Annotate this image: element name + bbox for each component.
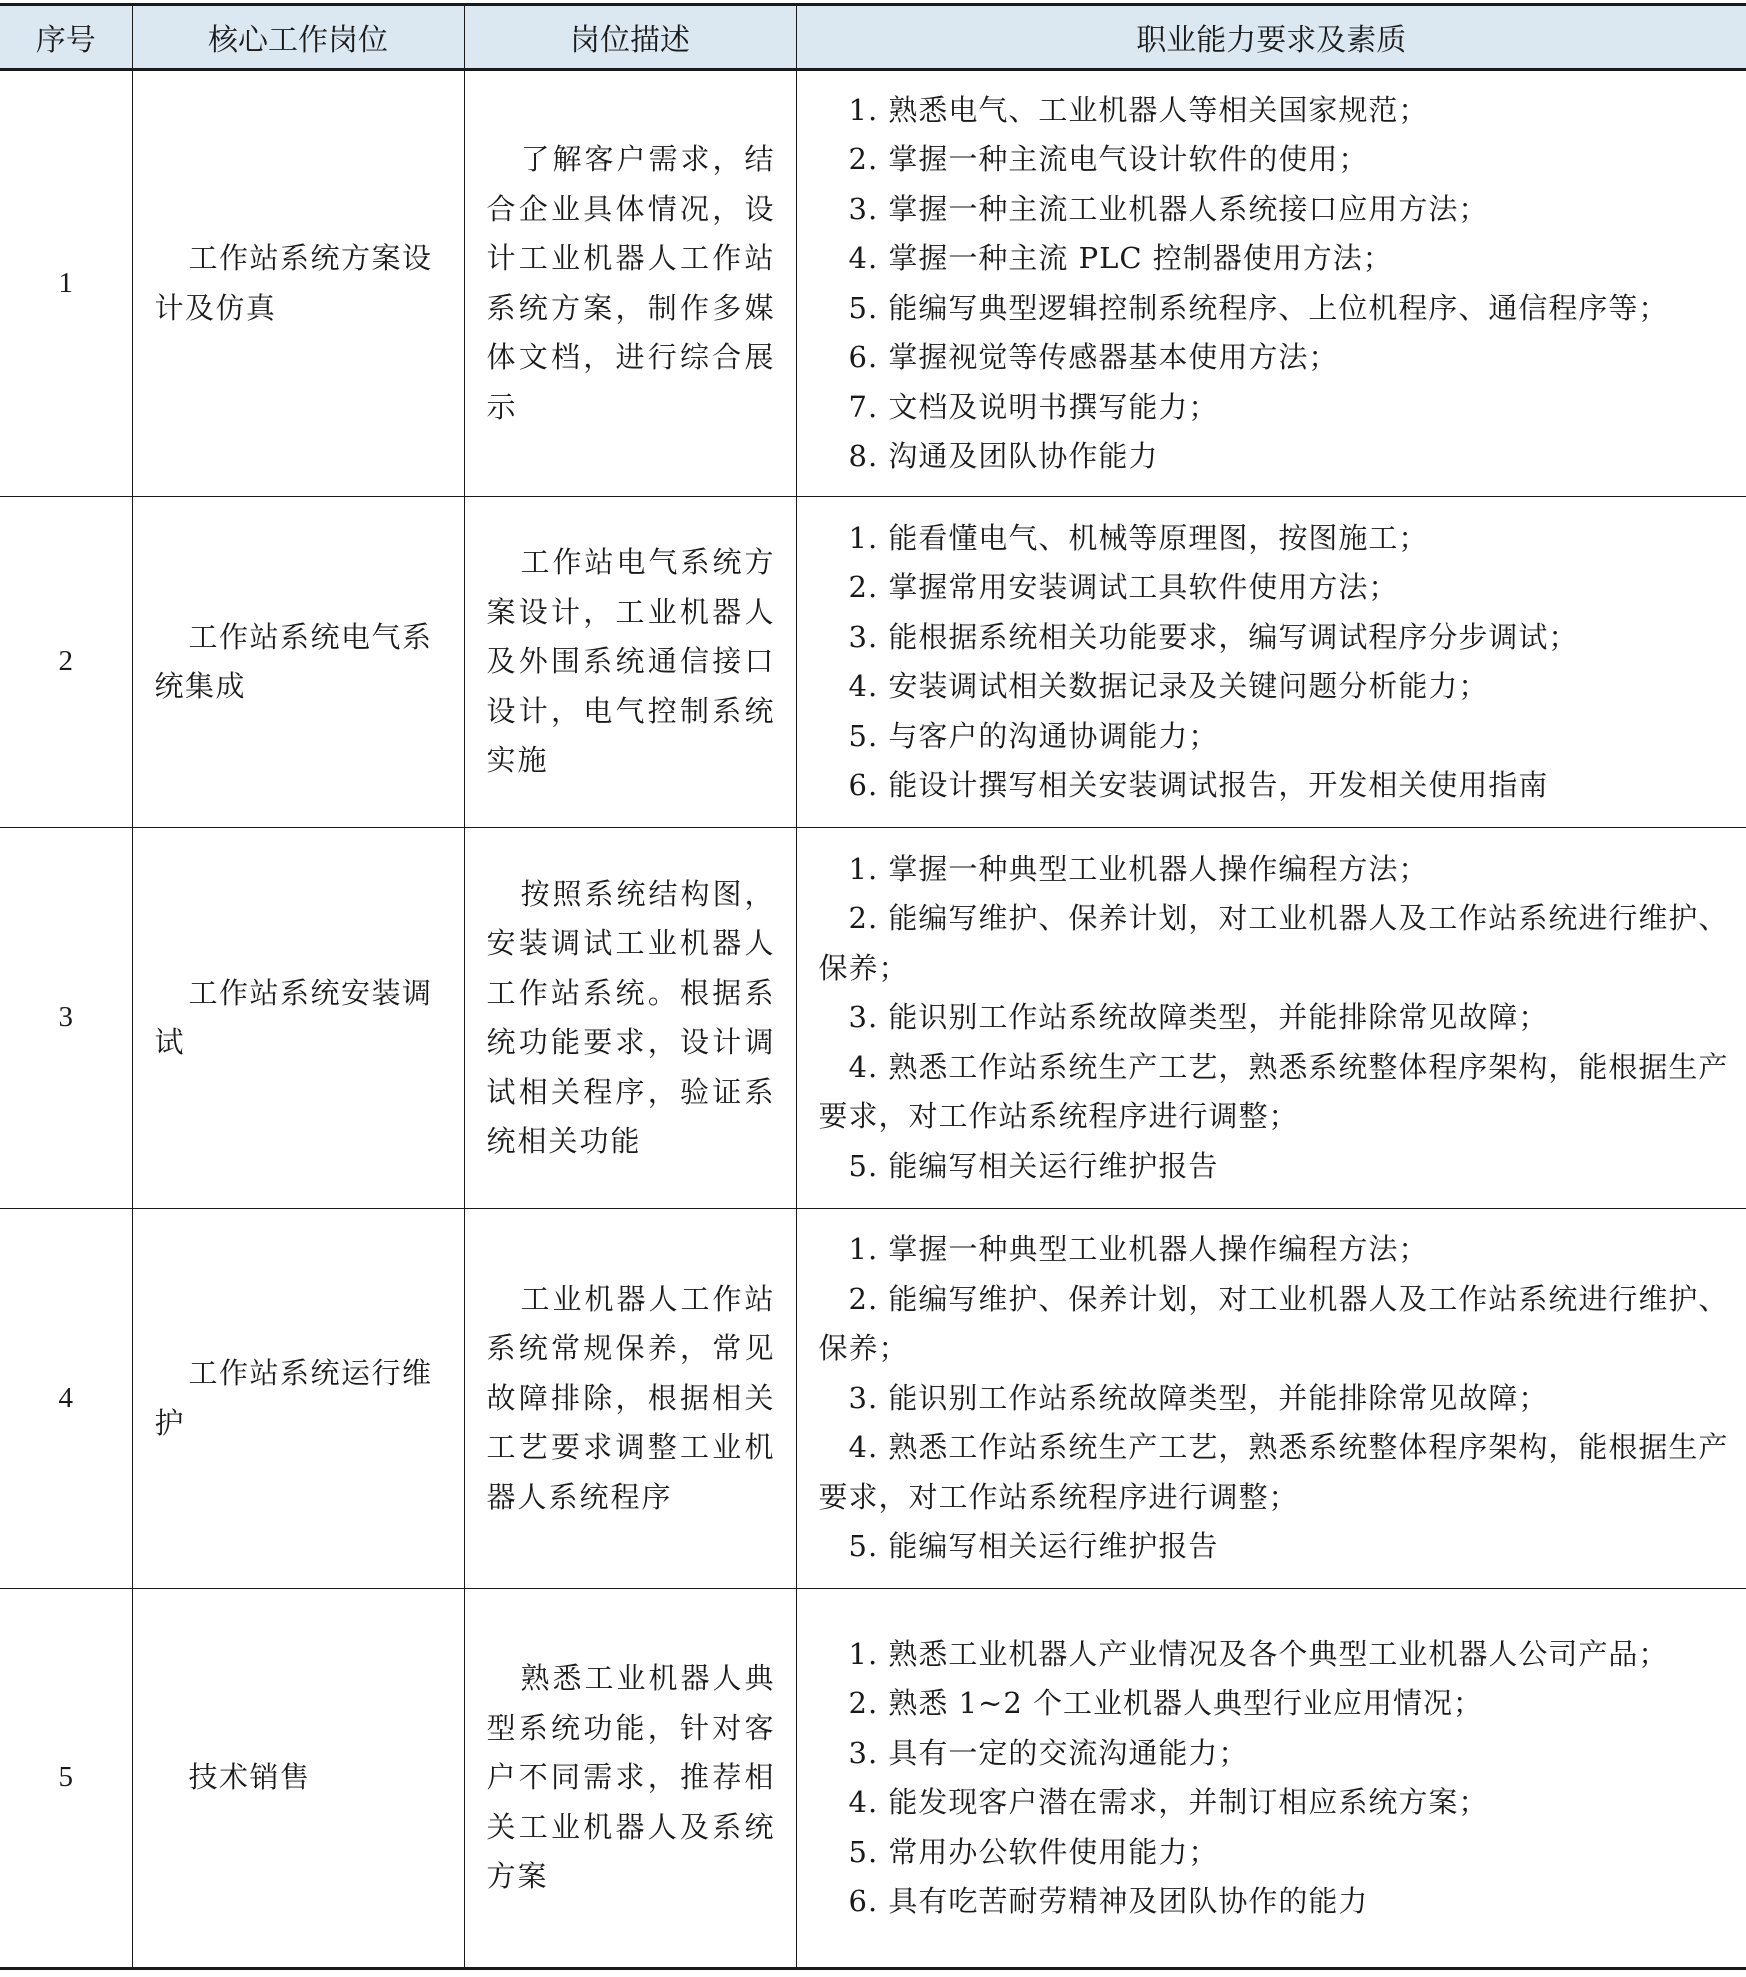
- req-item: 5. 能编写相关运行维护报告: [848, 1148, 1219, 1183]
- req-item: 3. 能识别工作站系统故障类型，并能排除常见故障；: [848, 1380, 1549, 1415]
- req-item: 6. 具有吃苦耐劳精神及团队协作的能力: [848, 1884, 1369, 1918]
- header-desc: 岗位描述: [464, 5, 796, 70]
- table-row: [0, 1589, 1746, 1969]
- req-item: 4. 熟悉工作站系统生产工艺，熟悉系统整体程序架构，能根据生产要求，对工作站系统程序进行调整；: [818, 1049, 1729, 1134]
- desc-cell: 按照系统结构图，安装调试工业机器人工作站系统。根据系统功能要求，设计调试相关程序，验证系统相关功能: [464, 828, 796, 1209]
- req-item: 2. 能编写维护、保养计划，对工业机器人及工作站系统进行维护、保养；: [818, 1281, 1729, 1366]
- req-item: 3. 具有一定的交流沟通能力；: [848, 1735, 1249, 1770]
- req-item: 3. 能识别工作站系统故障类型，并能排除常见故障；: [848, 1000, 1549, 1035]
- desc-cell: 了解客户需求，结合企业具体情况，设计工业机器人工作站系统方案，制作多媒体文档，进行综合展示: [464, 70, 796, 497]
- header-req: 职业能力要求及素质: [796, 5, 1746, 70]
- req-item: 6. 掌握视觉等传感器基本使用方法；: [848, 340, 1339, 374]
- desc-cell: 工作站电气系统方案设计，工业机器人及外围系统通信接口设计，电气控制系统实施: [464, 497, 796, 828]
- req-item: 5. 能编写典型逻辑控制系统程序、上位机程序、通信程序等；: [848, 290, 1669, 325]
- req-cell: [796, 1589, 1746, 1969]
- post-cell: 工作站系统方案设计及仿真: [132, 70, 464, 497]
- table-row: [0, 70, 1746, 497]
- req-cell: [796, 70, 1746, 497]
- req-item: 4. 安装调试相关数据记录及关键问题分析能力；: [848, 669, 1489, 703]
- post-cell: 工作站系统运行维护: [132, 1209, 464, 1589]
- seq-cell: 5: [0, 1589, 132, 1969]
- req-cell: [796, 497, 1746, 828]
- header-seq: 序号: [0, 5, 132, 70]
- table-row: [0, 497, 1746, 828]
- req-item: 4. 掌握一种主流 PLC 控制器使用方法；: [848, 241, 1393, 275]
- table-row: [0, 828, 1746, 1209]
- desc-cell: 工业机器人工作站系统常规保养，常见故障排除，根据相关工艺要求调整工业机器人系统程序: [464, 1209, 796, 1589]
- req-item: 1. 熟悉电气、工业机器人等相关国家规范；: [848, 92, 1429, 127]
- req-cell: [796, 1209, 1746, 1589]
- req-item: 1. 能看懂电气、机械等原理图，按图施工；: [848, 520, 1429, 555]
- post-cell: 技术销售: [132, 1589, 464, 1969]
- req-item: 5. 能编写相关运行维护报告: [848, 1529, 1219, 1564]
- req-item: 3. 掌握一种主流工业机器人系统接口应用方法；: [848, 191, 1489, 226]
- seq-cell: 2: [0, 497, 132, 828]
- req-item: 7. 文档及说明书撰写能力；: [848, 389, 1219, 424]
- req-item: 4. 熟悉工作站系统生产工艺，熟悉系统整体程序架构，能根据生产要求，对工作站系统程序进行调整；: [818, 1430, 1729, 1514]
- req-item: 1. 掌握一种典型工业机器人操作编程方法；: [848, 1232, 1429, 1267]
- post-cell: 工作站系统安装调试: [132, 828, 464, 1209]
- seq-cell: 4: [0, 1209, 132, 1589]
- job-requirements-table: [0, 3, 1746, 1970]
- req-item: 2. 熟悉 1~2 个工业机器人典型行业应用情况；: [848, 1686, 1484, 1720]
- req-item: 1. 熟悉工业机器人产业情况及各个典型工业机器人公司产品；: [848, 1636, 1669, 1671]
- req-item: 5. 与客户的沟通协调能力；: [848, 718, 1219, 753]
- req-item: 2. 掌握一种主流电气设计软件的使用；: [848, 142, 1369, 176]
- req-item: 6. 能设计撰写相关安装调试报告，开发相关使用指南: [848, 768, 1549, 802]
- req-item: 2. 能编写维护、保养计划，对工业机器人及工作站系统进行维护、保养；: [818, 901, 1729, 985]
- seq-cell: 3: [0, 828, 132, 1209]
- req-item: 8. 沟通及团队协作能力: [848, 439, 1159, 473]
- post-cell: 工作站系统电气系统集成: [132, 497, 464, 828]
- table-header-row: [0, 5, 1746, 70]
- header-post: 核心工作岗位: [132, 5, 464, 70]
- req-item: 2. 掌握常用安装调试工具软件使用方法；: [848, 570, 1399, 604]
- req-item: 3. 能根据系统相关功能要求，编写调试程序分步调试；: [848, 619, 1579, 654]
- req-item: 5. 常用办公软件使用能力；: [848, 1834, 1219, 1869]
- seq-cell: 1: [0, 70, 132, 497]
- desc-cell: 熟悉工业机器人典型系统功能，针对客户不同需求，推荐相关工业机器人及系统方案: [464, 1589, 796, 1969]
- table-row: [0, 1209, 1746, 1589]
- req-cell: [796, 828, 1746, 1209]
- req-item: 4. 能发现客户潜在需求，并制订相应系统方案；: [848, 1785, 1489, 1819]
- req-item: 1. 掌握一种典型工业机器人操作编程方法；: [848, 851, 1429, 886]
